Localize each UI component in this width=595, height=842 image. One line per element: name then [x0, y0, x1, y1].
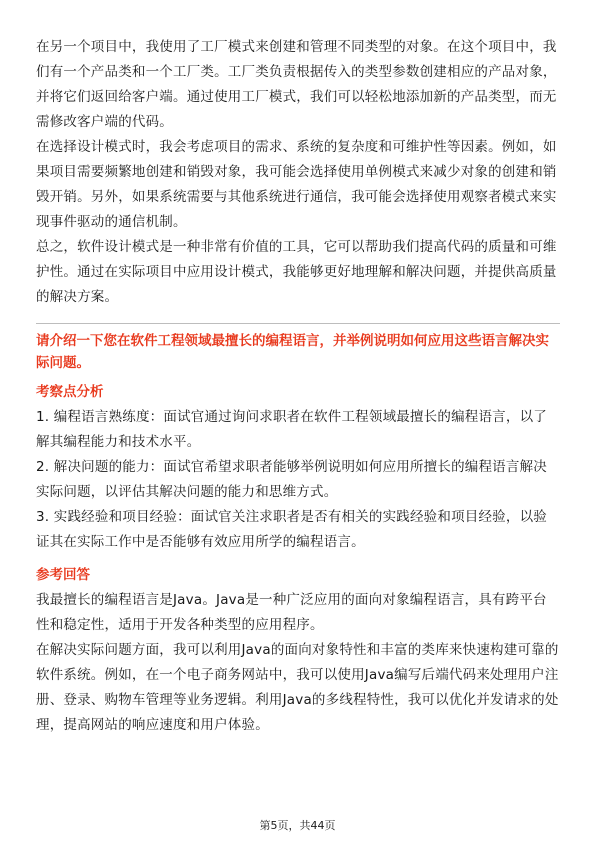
intro-paragraph-2: 在选择设计模式时，我会考虑项目的需求、系统的复杂度和可维护性等因素。例如，如果项目需要频繁地创建和销毁对象，我可能会选择使用单例模式来减少对象的创建和销毁开销。另外，如果系统需要与其他系统进行通信，我可能会选择使用观察者模式来实现事件驱动的通信机制。: [36, 139, 557, 230]
answer-paragraph-2: 在解决实际问题方面，我可以利用Java的面向对象特性和丰富的类库来快速构建可靠的软件系统。例如，在一个电子商务网站中，我可以使用Java编写后端代码来处理用户注册、登录、购物车管理等业务逻辑。利用Java的多线程特性，我可以优化并发请求的处理，提高网站的响应速度和用户体验。: [36, 642, 559, 733]
answer-section: [36, 563, 560, 738]
answer-paragraph-1: 我最擅长的编程语言是Java。Java是一种广泛应用的面向对象编程语言，具有跨平台性和稳定性，适用于开发各种类型的应用程序。: [36, 592, 547, 633]
document-page: [36, 35, 560, 738]
answer-title: 参考回答: [36, 567, 90, 583]
analysis-item-2: 2. 解决问题的能力：面试官希望求职者能够举例说明如何应用所擅长的编程语言解决实际问题，以评估其解决问题的能力和思维方式。: [36, 459, 547, 500]
intro-section: [36, 35, 560, 310]
question-heading: 请介绍一下您在软件工程领域最擅长的编程语言，并举例说明如何应用这些语言解决实际问题。: [36, 333, 549, 371]
section-divider: [36, 323, 560, 324]
analysis-item-3: 3. 实践经验和项目经验：面试官关注求职者是否有相关的实践经验和项目经验，以验证其在实际工作中是否能够有效应用所学的编程语言。: [36, 509, 547, 550]
intro-paragraph-3: 总之，软件设计模式是一种非常有价值的工具，它可以帮助我们提高代码的质量和可维护性。通过在实际项目中应用设计模式，我能够更好地理解和解决问题，并提供高质量的解决方案。: [36, 239, 557, 305]
analysis-section: [36, 380, 560, 555]
intro-paragraph-1: 在另一个项目中，我使用了工厂模式来创建和管理不同类型的对象。在这个项目中，我们有一个产品类和一个工厂类。工厂类负责根据传入的类型参数创建相应的产品对象，并将它们返回给客户端。通过使用工厂模式，我们可以轻松地添加新的产品类型，而无需修改客户端的代码。: [36, 39, 557, 130]
page-number: 第5页，共44页: [259, 819, 336, 832]
analysis-item-1: 1. 编程语言熟练度：面试官通过询问求职者在软件工程领域最擅长的编程语言，以了解其编程能力和技术水平。: [36, 409, 547, 450]
analysis-title: 考察点分析: [36, 384, 104, 400]
